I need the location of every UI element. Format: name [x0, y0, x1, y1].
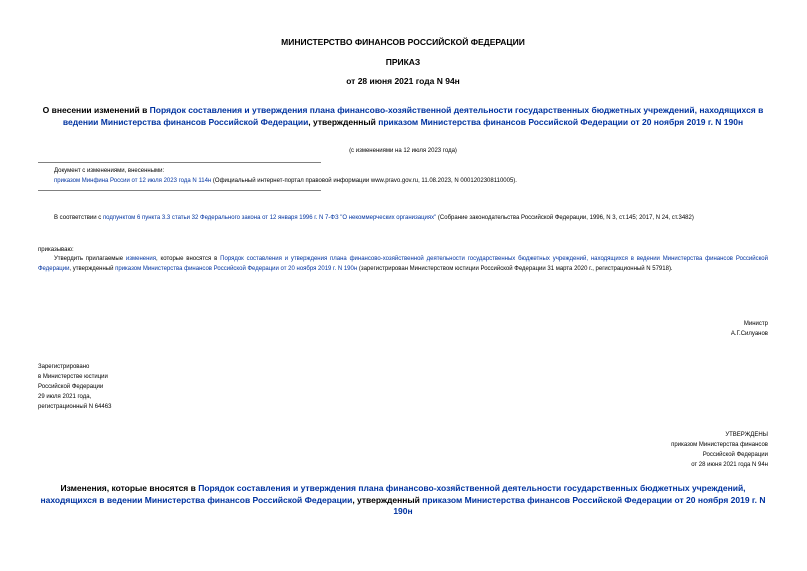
changes-link[interactable]: приказом Минфина России от 12 июля 2023 года N 114н	[54, 178, 212, 184]
signature-block	[731, 319, 768, 339]
divider-top	[38, 162, 321, 163]
registration-block	[38, 362, 111, 412]
approved-line-1: УТВЕРЖДЕНЫ	[725, 432, 768, 438]
title2-middle: , утвержденный	[352, 494, 423, 505]
ministry-heading: МИНИСТЕРСТВО ФИНАНСОВ РОССИЙСКОЙ ФЕДЕРАЦИИ	[281, 37, 525, 47]
registration-line-4: 29 июля 2021 года,	[38, 394, 92, 400]
divider-bottom	[38, 190, 321, 191]
approved-block	[671, 430, 768, 470]
para3-mid1: , которые вносятся в	[156, 256, 221, 262]
approved-line-3: Российской Федерации	[702, 452, 768, 458]
registration-line-1: Зарегистрировано	[38, 364, 90, 370]
edition-note: (с изменениями на 12 июля 2023 года)	[349, 148, 457, 154]
paragraph-approve	[38, 254, 768, 274]
title2-prefix: Изменения, которые вносятся в	[60, 483, 199, 493]
changes-block	[54, 166, 754, 186]
registration-line-5: регистрационный N 64463	[38, 404, 112, 410]
para3-order-link[interactable]: приказом Министерства финансов Российской Федерации от 20 ноября 2019 г. N 190н	[115, 266, 358, 272]
document-title	[38, 105, 768, 128]
title2-link-procedure[interactable]: Порядок составления и утверждения плана финансово-хозяйственной деятельности государственных бюджетных учреждений, находящихся в ведении Министерства финансов Российской Федерации	[40, 483, 746, 505]
title-middle: , утвержденный	[308, 116, 379, 127]
registration-line-3: Российской Федерации	[38, 384, 104, 390]
para3-procedure-link[interactable]: Порядок составления и утверждения плана финансово-хозяйственной деятельности государственных бюджетных учреждений, находящихся в ведении Министерства финансов Российской Федерации	[38, 256, 768, 272]
changes-tail: (Официальный интернет-портал правовой информации www.pravo.gov.ru, 11.08.2023, N 0001202308110005).	[211, 178, 517, 184]
signature-name: А.Г.Силуанов	[730, 331, 768, 337]
para1-tail: (Собрание законодательства Российской Федерации, 1996, N 3, ст.145; 2017, N 24, ст.3482)	[436, 215, 694, 221]
changes-line	[54, 176, 754, 186]
title-link-procedure[interactable]: Порядок составления и утверждения плана финансово-хозяйственной деятельности государственных бюджетных учреждений, находящихся в ведении Министерства финансов Российской Федерации	[62, 105, 764, 127]
title-prefix: О внесении изменений в	[42, 105, 150, 115]
para3-mid2: , утвержденный	[69, 266, 116, 272]
title2-link-order[interactable]: приказом Министерства финансов Российской Федерации от 20 ноября 2019 г. N 190н	[393, 494, 766, 516]
paragraph-basis	[38, 213, 768, 223]
para3-changes-link[interactable]: изменения	[125, 256, 157, 262]
doc-type-heading: ПРИКАЗ	[385, 57, 421, 67]
para1-prefix: В соответствии с	[54, 215, 103, 221]
para3-prefix: Утвердить прилагаемые	[54, 256, 126, 262]
signature-position: Министр	[743, 321, 768, 327]
para1-law-link[interactable]: подпунктом 6 пункта 3.3 статьи 32 Федерального закона от 12 января 1996 г. N 7-ФЗ "О некоммерческих организациях"	[102, 215, 437, 221]
approved-line-4: от 28 июня 2021 года N 94н	[691, 462, 768, 468]
title-link-order[interactable]: приказом Министерства финансов Российской Федерации от 20 ноября 2019 г. N 190н	[378, 116, 744, 127]
changes-title	[38, 483, 768, 518]
para3-tail: (зарегистрирован Министерством юстиции Российской Федерации 31 марта 2020 г., регистрационный N 57918).	[357, 266, 673, 272]
approved-line-2: приказом Министерства финансов	[671, 442, 768, 448]
date-number-heading: от 28 июня 2021 года N 94н	[346, 76, 460, 86]
changes-label: Документ с изменениями, внесенными:	[54, 168, 165, 174]
registration-line-2: в Министерстве юстиции	[38, 374, 108, 380]
order-word: приказываю:	[38, 247, 74, 253]
